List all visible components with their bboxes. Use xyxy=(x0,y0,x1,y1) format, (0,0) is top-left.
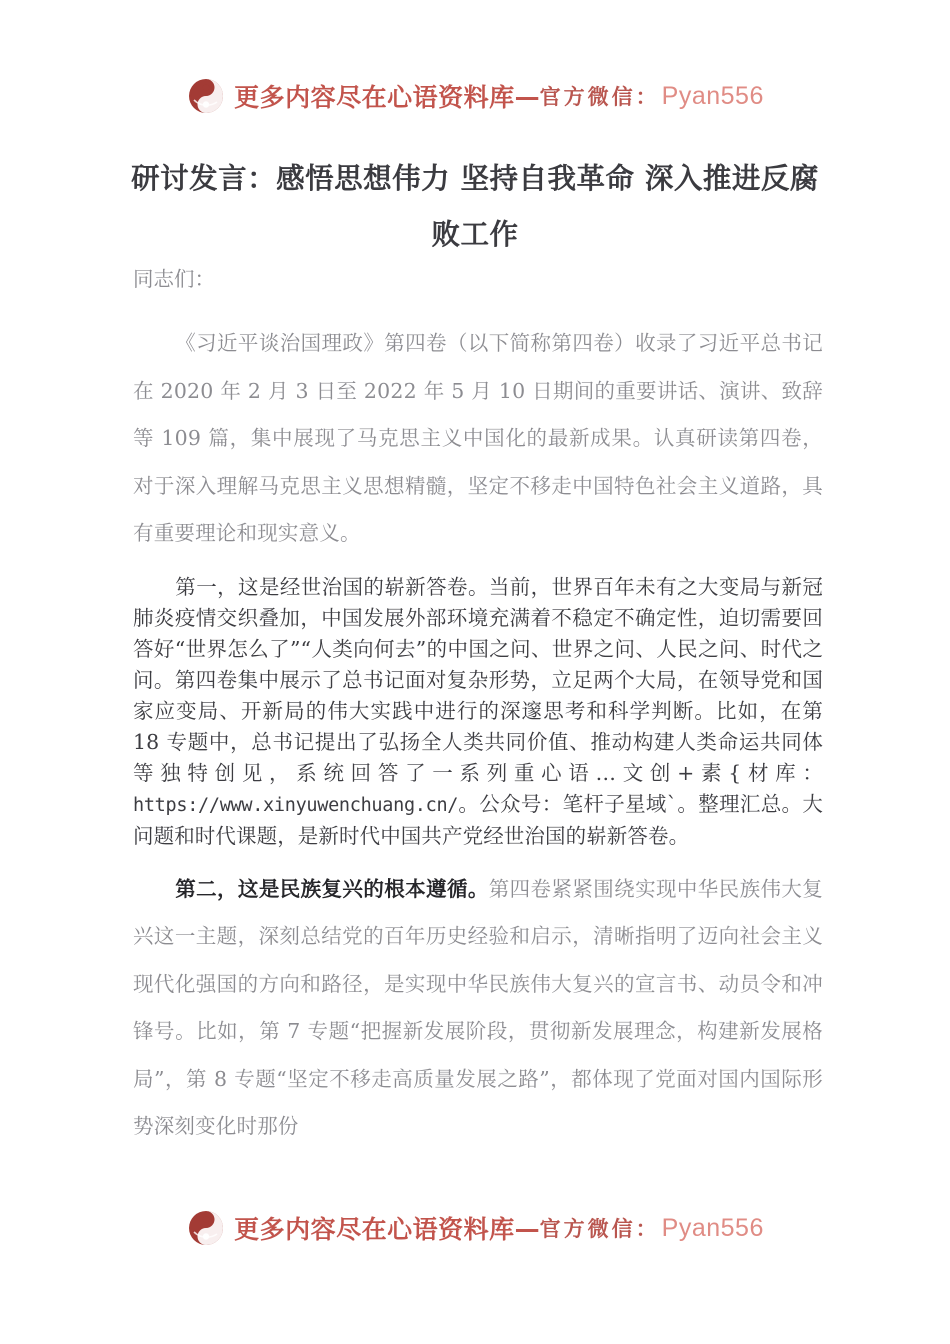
paragraph-intro-text: 《习近平谈治国理政》第四卷（以下简称第四卷）收录了习近平总书记在 2020 年 2 月 3 日至 2022 年 5 月 10 日期间的重要讲话、演讲、致辞等 109 篇，集中展现了马克思主义中国化的最新成果。认真研读第四卷，对于深入理解马克思主义思想精髓，坚定不移走中国特色社会主义道路，具有重要理论和现实意义。 xyxy=(133,331,823,545)
watermark-dash: — xyxy=(514,1213,540,1243)
watermark-text: 更多内容尽在心语资料库 xyxy=(234,83,515,112)
watermark-header xyxy=(0,76,950,116)
paragraph-point-one xyxy=(133,572,823,852)
circular-fish-emblem-logo-icon xyxy=(186,76,226,116)
watermark-wechat-label: 官方微信： xyxy=(539,1216,660,1241)
paragraph-point-one-lead: 第一，这是经世治国的崭新答卷。 xyxy=(175,574,489,599)
paragraph-point-one-text-a: 当前，世界百年未有之大变局与新冠肺炎疫情交织叠加，中国发展外部环境充满着不稳定不确定性，迫切需要回答好“世界怎么了”“人类向何去”的中国之问、世界之问、人民之问、时代之问。第四卷集中展示了总书记面对复杂形势，立足两个大局，在领导党和国家应变局、开新局的伟大实践中进行的深邃思考和科学判断。比如，在第 18 专题中，总书记提出了弘扬全人类共同价值、推动构建人类命运共同体等独特创见，系统回答了一系列重心语…文创+素{材库： xyxy=(133,574,824,785)
watermark-wechat-label: 官方微信： xyxy=(539,84,660,109)
watermark-wechat-id: Pyan556 xyxy=(661,81,764,110)
paragraph-point-two xyxy=(133,866,823,1151)
circular-fish-emblem-logo-icon xyxy=(186,1208,226,1248)
paragraph-point-two-text: 第四卷紧紧围绕实现中华民族伟大复兴这一主题，深刻总结党的百年历史经验和启示，清晰指明了迈向社会主义现代化强国的方向和路径，是实现中华民族伟大复兴的宣言书、动员令和冲锋号。比如，第 7 专题“把握新发展阶段，贯彻新发展理念，构建新发展格局”，第 8 专题“坚定不移走高质量发展之路”，都体现了党面对国内国际形势深刻变化时那份 xyxy=(133,876,823,1138)
watermark-dash: — xyxy=(514,81,540,111)
watermark-text: 更多内容尽在心语资料库 xyxy=(234,1215,515,1244)
paragraph-point-one-text-b: 。公众号：笔杆子星域`。整理汇总。大问题和时代课题，是新时代中国共产党经世治国的崭新答卷。 xyxy=(133,791,823,848)
salutation: 同志们： xyxy=(133,267,215,291)
paragraph-point-two-lead: 第二，这是民族复兴的根本遵循。 xyxy=(175,876,489,901)
document-body xyxy=(133,262,823,1151)
page-title: 研讨发言：感悟思想伟力 坚持自我革命 深入推进反腐败工作 xyxy=(131,161,819,251)
source-url[interactable]: https://www.xinyuwenchuang.cn/ xyxy=(133,794,459,816)
paragraph-intro xyxy=(133,320,823,558)
watermark-wechat-id: Pyan556 xyxy=(661,1213,764,1242)
watermark-footer xyxy=(0,1208,950,1248)
